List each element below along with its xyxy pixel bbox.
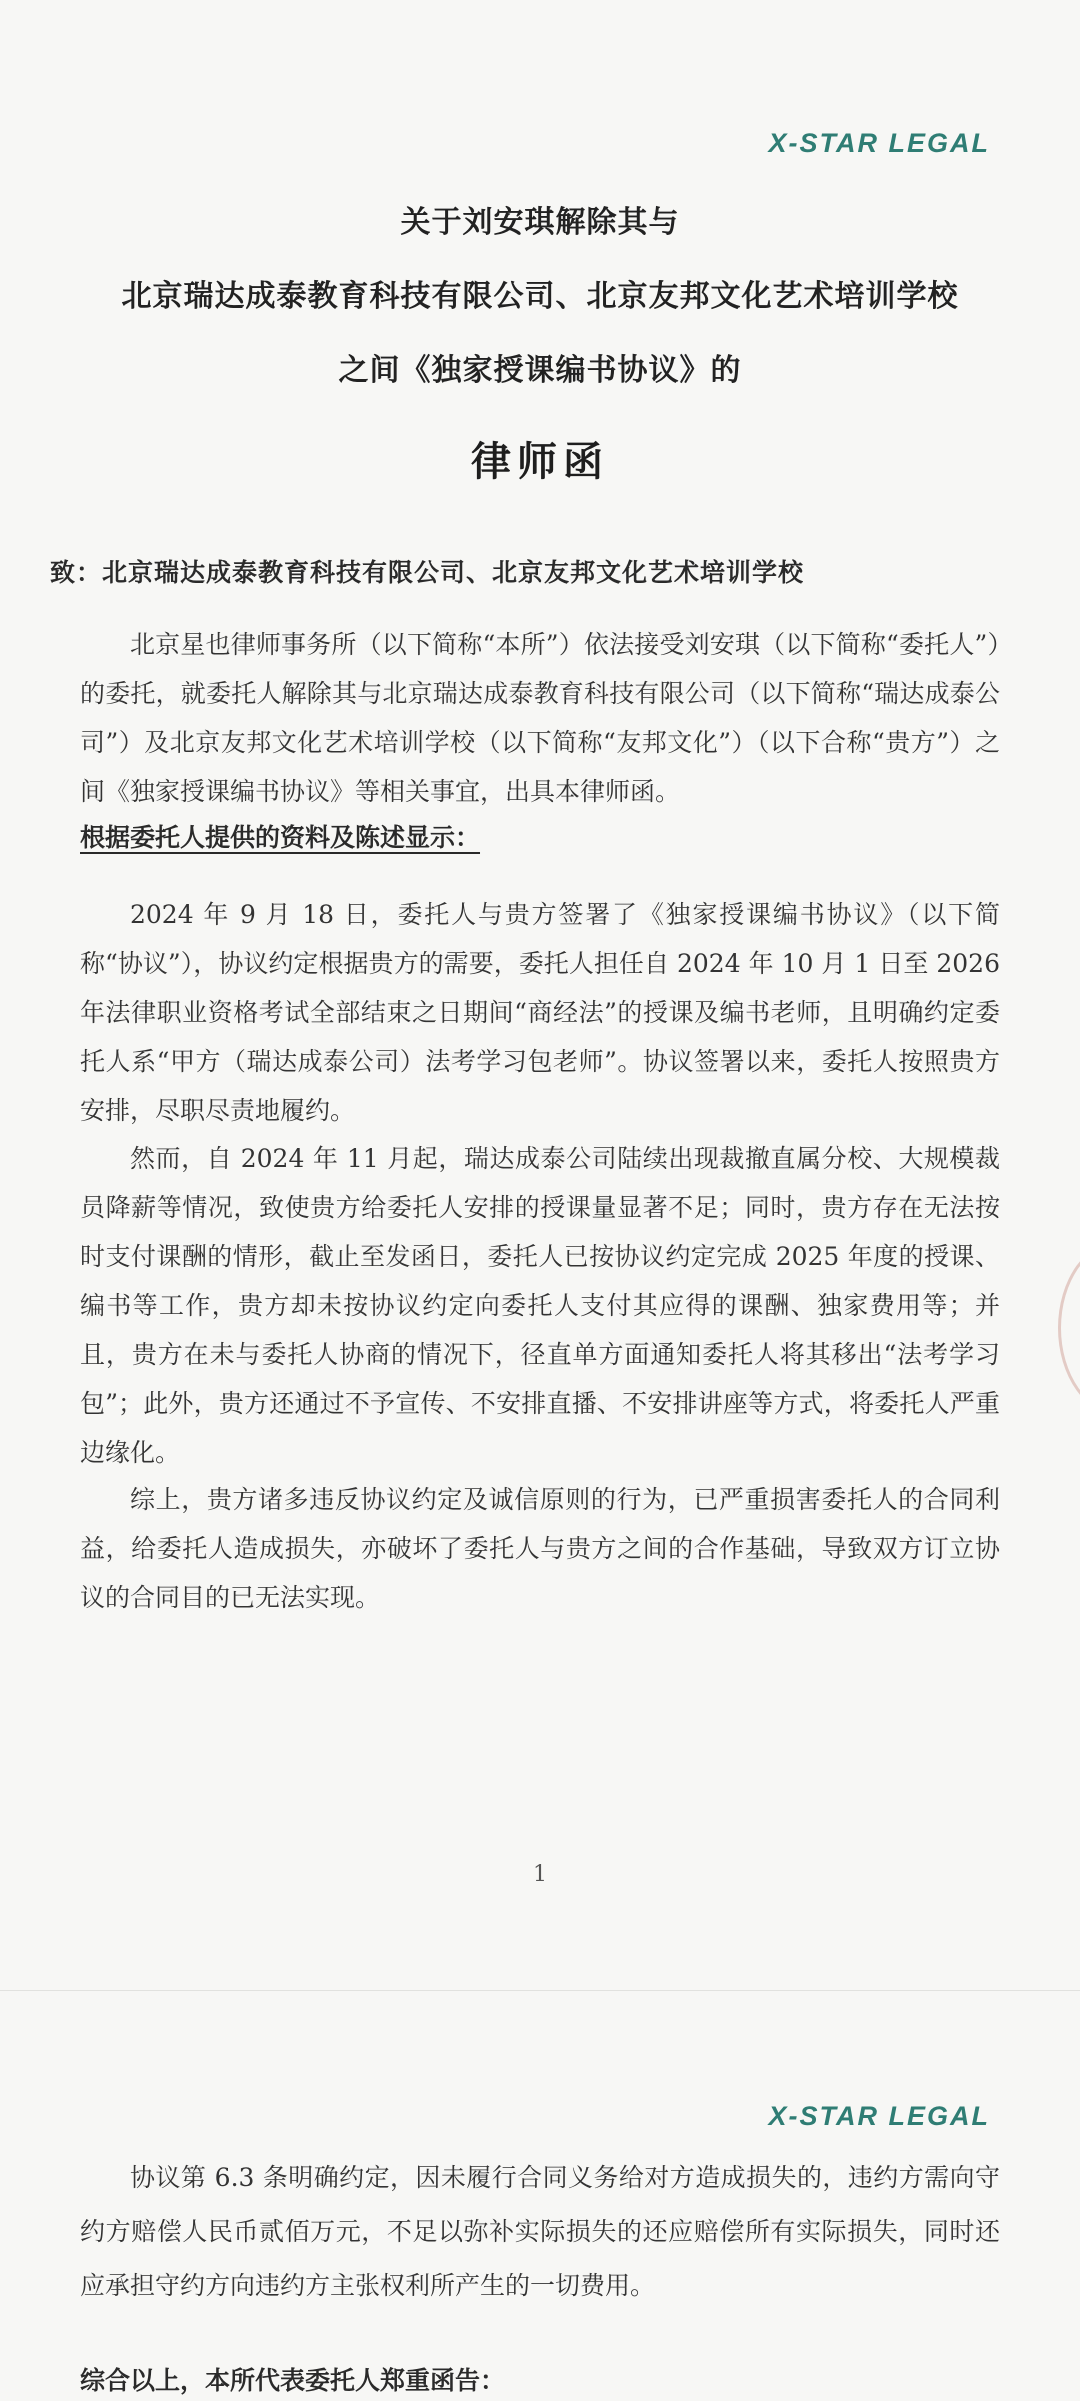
title-line-3: 之间《独家授课编书协议》的 xyxy=(338,353,742,388)
notice-subheading: 综合以上，本所代表委托人郑重函告： xyxy=(80,2366,506,2395)
intro-paragraph: 北京星也律师事务所（以下简称“本所”）依法接受刘安琪（以下简称“委托人”）的委托，就委托人解除其与北京瑞达成泰教育科技有限公司（以下简称“瑞达成泰公司”）及北京友邦文化艺术培训学校（以下简称“友邦文化”）（以下合称“贵方”）之间《独家授课编书协议》等相关事宜，出具本律师函。 xyxy=(80,630,1000,806)
firm-logo: X-STAR LEGAL xyxy=(768,128,990,158)
paragraph-clause-6-3: 协议第 6.3 条明确约定，因未履行合同义务给对方造成损失的，违约方需向守约方赔偿人民币贰佰万元，不足以弥补实际损失的还应赔偿所有实际损失，同时还应承担守约方向违约方主张权利所产生的一切费用。 xyxy=(80,2163,1000,2300)
page-number: 1 xyxy=(533,1862,547,1887)
main-title: 律师函 xyxy=(471,438,609,485)
seal-stamp-edge xyxy=(1058,1240,1080,1416)
paragraph-breach: 然而，自 2024 年 11 月起，瑞达成泰公司陆续出现裁撤直属分校、大规模裁员降薪等情况，致使贵方给委托人安排的授课量显著不足；同时，贵方存在无法按时支付课酬的情形，截止至发函日，委托人已按协议约定完成 2025 年度的授课、编书等工作，贵方却未按协议约定向委托人支付其应得的课酬、独家费用等；并且，贵方在未与委托人协商的情况下，径直单方面通知委托人将其移出“法考学习包”；此外，贵方还通过不予宣传、不安排直播、不安排讲座等方式，将委托人严重边缘化。 xyxy=(80,1144,1000,1467)
recipient-line: 致：北京瑞达成泰教育科技有限公司、北京友邦文化艺术培训学校 xyxy=(50,558,805,587)
paragraph-agreement: 2024 年 9 月 18 日，委托人与贵方签署了《独家授课编书协议》（以下简称“协议”），协议约定根据贵方的需要，委托人担任自 2024 年 10 月 1 日至 2026 年法律职业资格考试全部结束之日期间“商经法”的授课及编书老师，且明确约定委托人系“甲方（瑞达成泰公司）法考学习包老师”。协议签署以来，委托人按照贵方安排，尽职尽责地履约。 xyxy=(80,900,1000,1125)
title-line-1: 关于刘安琪解除其与 xyxy=(400,205,680,240)
title-line-2: 北京瑞达成泰教育科技有限公司、北京友邦文化艺术培训学校 xyxy=(121,279,959,314)
facts-subheading: 根据委托人提供的资料及陈述显示： xyxy=(80,823,481,852)
paragraph-conclusion: 综上，贵方诸多违反协议约定及诚信原则的行为，已严重损害委托人的合同利益，给委托人造成损失，亦破坏了委托人与贵方之间的合作基础，导致双方订立协议的合同目的已无法实现。 xyxy=(80,1485,1000,1612)
document-page-2 xyxy=(0,1990,1080,2401)
letter-title-block xyxy=(0,200,1080,422)
firm-logo: X-STAR LEGAL xyxy=(768,2101,990,2131)
